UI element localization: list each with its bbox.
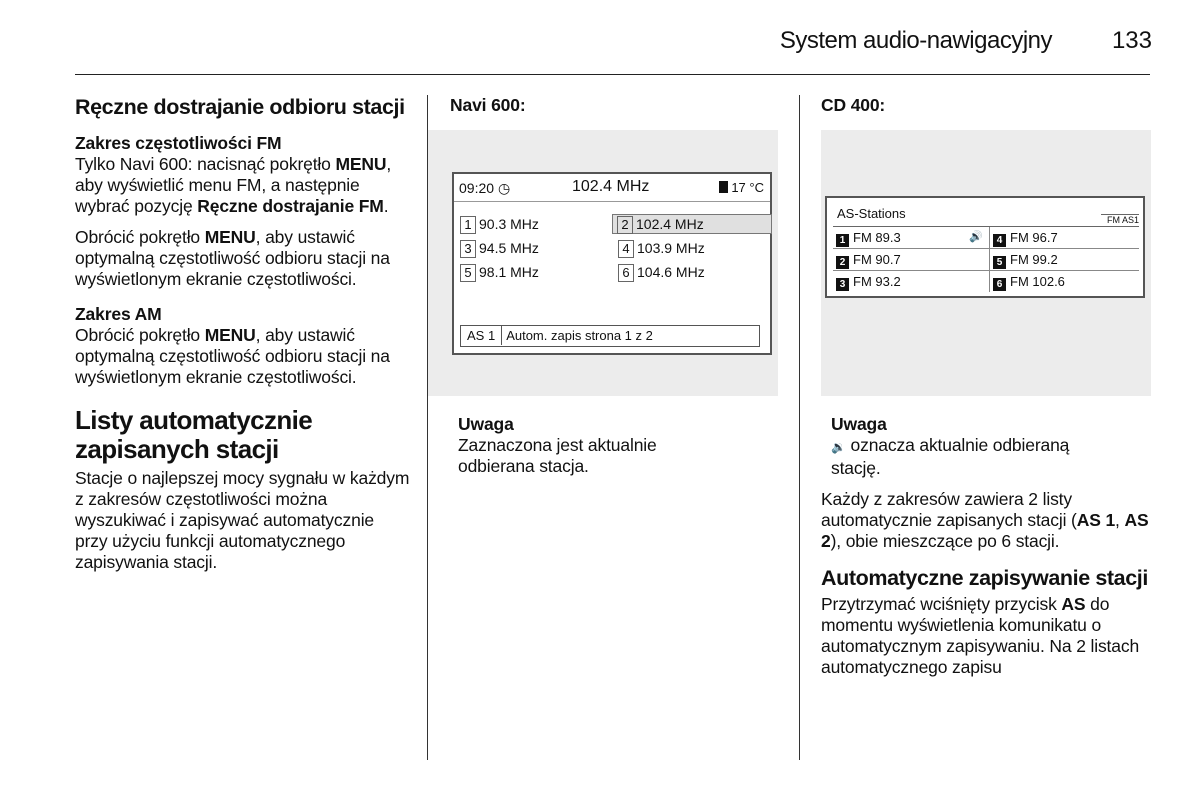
autostore-paragraph: Przytrzymać wciśnięty przycisk AS do momentu wyświetlenia komunikatu o automatycznym zapisywaniu. Na 2 listach automatycznego zapisu (821, 594, 1140, 677)
clock: 09:20 ◷ (459, 180, 511, 196)
column-3-text (821, 414, 1156, 688)
station-row-3: 3 FM 93.2 6 FM 102.6 (833, 271, 1139, 293)
note-text: Zaznaczona jest aktualnie odbierana stacja. (458, 435, 657, 476)
header-title: System audio-nawigacyjny (779, 27, 1052, 54)
column-1 (75, 95, 410, 583)
preset-3: 3 94.5 MHz (460, 240, 539, 260)
fm-heading: Zakres częstotliwości FM (75, 133, 282, 153)
page-number: 133 (1111, 27, 1152, 54)
preset-5: 5 98.1 MHz (460, 264, 539, 284)
thermometer-icon (719, 181, 728, 193)
navi600-heading: Navi 600: (450, 95, 526, 115)
preset-6: 6 104.6 MHz (618, 264, 705, 284)
fm-paragraph-2: Obrócić pokrętło MENU, aby ustawić optymalną częstotliwość odbioru stacji na wyświetlonym ekranie częstotliwości. (75, 227, 390, 289)
note-heading: Uwaga (458, 414, 514, 434)
speaker-icon: 🔊 (969, 231, 983, 243)
as-lists-paragraph: Każdy z zakresów zawiera 2 listy automatycznie zapisanych stacji (AS 1, AS 2), obie mieszczące po 6 stacji. (821, 489, 1149, 551)
cd400-heading: CD 400: (821, 95, 886, 115)
auto-lists-paragraph: Stacje o najlepszej mocy sygnału w każdym z zakresów częstotliwości można wyszukiwać i zapisywać automatycznie przy użyciu funkcji automatycznego zapisywania stacji. (75, 468, 410, 572)
station-grid (833, 226, 1139, 292)
autostore-bar (460, 325, 760, 347)
cd400-note-heading: Uwaga (831, 414, 887, 434)
current-frequency: 102.4 MHz (572, 178, 650, 195)
column-2 (450, 95, 780, 116)
section-heading-autostore: Automatyczne zapisywanie stacji (821, 566, 1148, 590)
preset-4: 4 103.9 MHz (618, 240, 705, 260)
speaker-icon: 🔉 (831, 440, 846, 454)
navi600-status-bar (454, 174, 770, 202)
section-heading-manual-tuning: Ręczne dostrajanie odbioru stacji (75, 95, 405, 119)
cd400-screenshot (821, 130, 1151, 396)
clock-icon: ◷ (497, 180, 511, 196)
am-paragraph: Obrócić pokrętło MENU, aby ustawić optymalną częstotliwość odbioru stacji na wyświetlonym ekranie częstotliwości. (75, 325, 390, 387)
section-heading-auto-lists: Listy automatycznie zapisanych stacji (75, 405, 313, 464)
as-page-text: Autom. zapis strona 1 z 2 (506, 328, 653, 343)
preset-1: 1 90.3 MHz (460, 216, 539, 236)
station-row-2: 2 FM 90.7 5 FM 99.2 (833, 249, 1139, 271)
column-3-heading-wrap (821, 95, 1156, 116)
column-divider-2 (799, 95, 800, 760)
as-label: AS 1 (461, 326, 502, 345)
header-rule (75, 74, 1150, 75)
temperature: 17 °C (719, 180, 764, 195)
navi600-note (450, 414, 780, 487)
am-heading: Zakres AM (75, 304, 162, 324)
cd400-display (825, 196, 1145, 298)
fm-as1-badge: FM AS1 (1101, 214, 1139, 225)
fm-paragraph-1: Tylko Navi 600: nacisnąć pokrętło MENU, aby wyświetlić menu FM, a następnie wybrać pozycję Ręczne dostrajanie FM. (75, 154, 392, 216)
station-row-1: 1 FM 89.3 🔊 4 FM 96.7 (833, 227, 1139, 249)
as-stations-title: AS-Stations (837, 206, 906, 221)
navi600-screenshot (428, 130, 778, 396)
cd400-note-text: 🔉 oznacza aktualnie odbieraną stację. (831, 435, 1070, 478)
preset-2-selected: 2 102.4 MHz (612, 214, 772, 234)
navi600-display (452, 172, 772, 355)
